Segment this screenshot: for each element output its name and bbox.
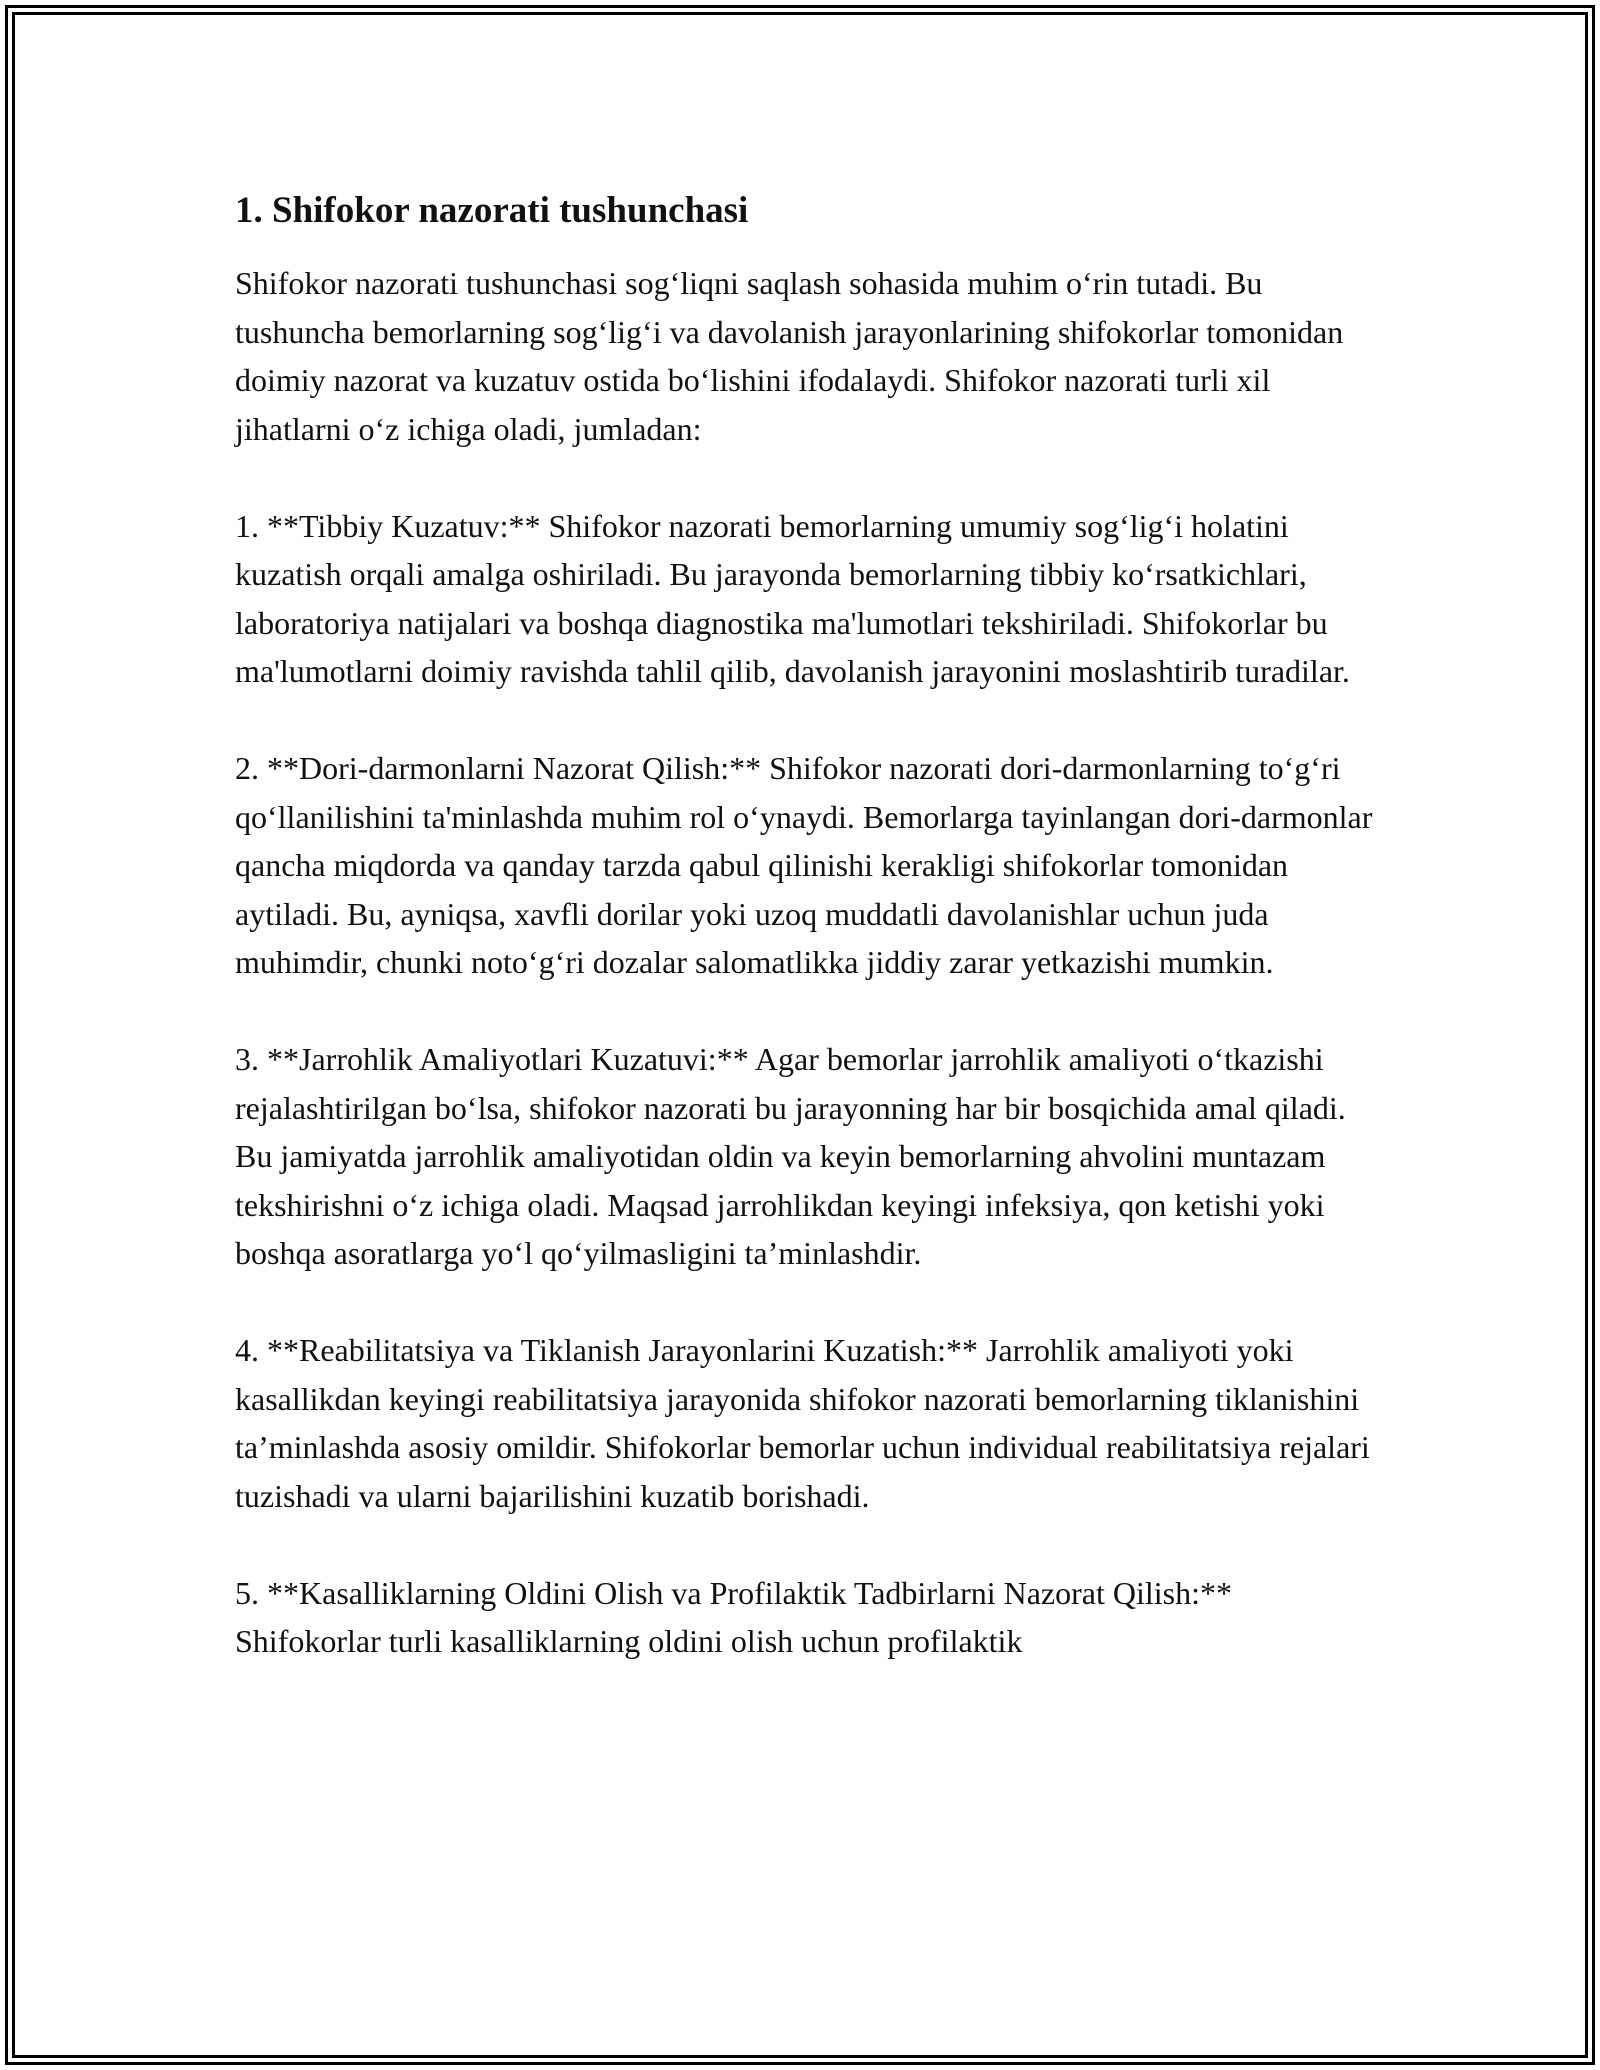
item-jarrohlik-kuzatuvi: 3. **Jarrohlik Amaliyotlari Kuzatuvi:** Agar bemorlar jarrohlik amaliyoti o‘tkazishi rejalashtirilgan bo‘lsa, shifokor nazorati bu jarayonning har bir bosqichida amal qiladi. Bu jamiyatda jarrohlik amaliyotidan oldin va keyin bemorlarning ahvolini muntazam tekshirishni o‘z ichiga oladi. Maqsad jarrohlikdan keyingi infeksiya, qon ketishi yoki boshqa asoratlarga yo‘l qo‘yilmasligini ta’minlashdir. xyxy=(235,1041,1346,1271)
item-profilaktika-nazorati: 5. **Kasalliklarning Oldini Olish va Profilaktik Tadbirlarni Nazorat Qilish:** Shifokorlar turli kasalliklarning oldini olish uchun profilaktik xyxy=(235,1574,1232,1659)
item-tibbiy-kuzatuv: 1. **Tibbiy Kuzatuv:** Shifokor nazorati bemorlarning umumiy sog‘lig‘i holatini kuzatish orqali amalga oshiriladi. Bu jarayonda bemorlarning tibbiy ko‘rsatkichlari, laboratoriya natijalari va boshqa diagnostika ma'lumotlari tekshiriladi. Shifokorlar bu ma'lumotlarni doimiy ravishda tahlil qilib, davolanish jarayonini moslashtirib turadilar. xyxy=(235,507,1350,689)
document-body xyxy=(235,185,1375,1714)
intro-paragraph: Shifokor nazorati tushunchasi sog‘liqni saqlash sohasida muhim o‘rin tutadi. Bu tushuncha bemorlarning sog‘lig‘i va davolanish jarayonlarining shifokorlar tomonidan doimiy nazorat va kuzatuv ostida bo‘lishini ifodalaydi. Shifokor nazorati turli xil jihatlarni o‘z ichiga oladi, jumladan: xyxy=(235,265,1344,447)
item-reabilitatsiya-kuzatish: 4. **Reabilitatsiya va Tiklanish Jarayonlarini Kuzatish:** Jarrohlik amaliyoti yoki kasallikdan keyingi reabilitatsiya jarayonida shifokor nazorati bemorlarning tiklanishini ta’minlashda asosiy omildir. Shifokorlar bemorlar uchun individual reabilitatsiya rejalari tuzishadi va ularni bajarilishini kuzatib borishadi. xyxy=(235,1332,1370,1514)
item-dori-darmonlar-nazorati: 2. **Dori-darmonlarni Nazorat Qilish:** Shifokor nazorati dori-darmonlarning to‘g‘ri qo‘llanilishini ta'minlashda muhim rol o‘ynaydi. Bemorlarga tayinlangan dori-darmonlar qancha miqdorda va qanday tarzda qabul qilinishi kerakligi shifokorlar tomonidan aytiladi. Bu, ayniqsa, xavfli dorilar yoki uzoq muddatli davolanishlar uchun juda muhimdir, chunki noto‘g‘ri dozalar salomatlikka jiddiy zarar yetkazishi mumkin. xyxy=(235,750,1373,980)
section-heading: 1. Shifokor nazorati tushunchasi xyxy=(235,190,749,231)
